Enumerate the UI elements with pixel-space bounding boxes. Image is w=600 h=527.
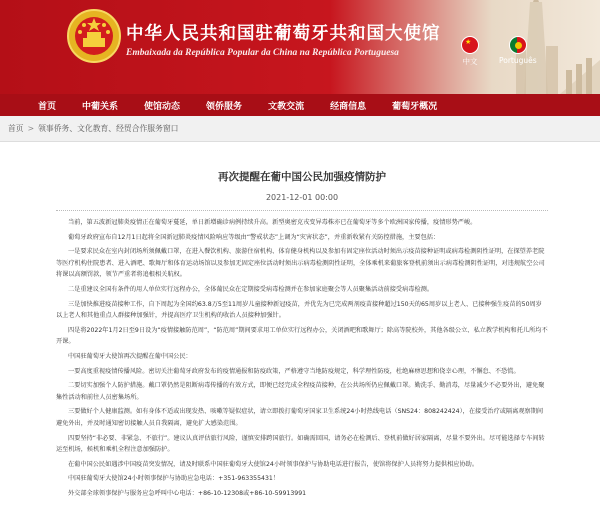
portugal-flag-icon [509, 36, 527, 54]
nav-item-culture[interactable]: 文教交流 [268, 101, 305, 112]
article-date: 2021-12-01 00:00 [265, 193, 339, 202]
nav-item-consular[interactable]: 领侨服务 [206, 101, 243, 112]
lang-switch-chinese[interactable] [461, 36, 479, 67]
main-nav [0, 94, 600, 116]
site-subtitle: Embaixada da República Popular da China na República Portuguesa [126, 48, 399, 58]
article-paragraph: 二是重建议全国有条件的用人单位实行远程办公，全体葡民众在定期接受病毒检测并在参加家庭聚会等人员聚集活动前接受病毒检测。 [68, 285, 434, 293]
article-paragraph: 当前，第五波新冠肺炎疫情正在葡萄牙蔓延，单日新增确诊病例持续升高。新型奥密克戎变异毒株亦已在葡萄牙等多个欧洲国家传播，疫情形势严峻。 [68, 219, 477, 226]
breadcrumb-section-link[interactable]: 领事侨务、文化教育、经贸合作服务窗口 [38, 124, 179, 133]
article-paragraph: 二要切实加强个人防护措施。戴口罩仍然是阻断病毒传播的有效方式，即便已经完成全程疫苗接种，在公共场所仍应佩戴口罩。勤洗手、勤消毒，尽量减少不必要外出，避免聚集性活动和前往人员密集场所。 [56, 382, 545, 401]
nav-item-embassy-news[interactable]: 使馆动态 [144, 101, 181, 112]
china-flag-icon: ★ [461, 36, 479, 54]
article-paragraph: 中国驻葡萄牙大使馆24小时领事保护与协助应急电话：+351-963355431！ [68, 475, 280, 483]
national-emblem-icon [66, 8, 122, 64]
article-paragraph: 三是加快推进疫苗接种工作，自下周起为全国约63.8万5至11周岁儿童接种新冠疫苗，并优先为已完成两剂疫苗接种超过150天的65周岁以上老人、已接种强生疫苗的50周岁以上老人和其他重点人群接种加强针，并提高医疗卫生机构的收治人员接种加强针。 [56, 300, 542, 320]
article-paragraph: 四要坚持“非必要、非紧急、不旅行”。建议认真评估旅行风险，谨慎安排跨国旅行。如确需回国，请务必在检测后、登机前做好居家隔离，尽量不要外出。尽可能选择专车间转运至机场，候机和乘机全程注意加强防护。 [56, 434, 545, 454]
site-title: 中华人民共和国驻葡萄牙共和国大使馆 [126, 24, 441, 44]
site-header [0, 0, 600, 94]
lang-switch-portuguese[interactable] [499, 36, 537, 65]
title-divider [56, 210, 548, 211]
breadcrumb-separator-icon: > [27, 124, 35, 133]
article [0, 142, 600, 527]
article-paragraph: 中国驻葡萄牙大使馆再次提醒在葡中国公民： [68, 352, 192, 360]
lang-label-chinese: 中文 [462, 57, 478, 66]
article-paragraph: 在葡中国公民如遇涉中国疫苗突发情况，请及时联系中国驻葡萄牙大使馆24小时领事保护与协助电话进行报告，使馆将保护人员将努力提供相应协助。 [68, 460, 479, 468]
nav-item-economy[interactable]: 经商信息 [330, 101, 367, 112]
article-paragraph: 三要做好个人健康监测。如有身体不适或出现发热、咳嗽等疑似症状，请立即拨打葡萄牙国家卫生系统24小时热线电话（SNS24：808242424），在接受治疗或隔离观察期间避免外出，并及时通知密切接触人员自我隔离，避免扩大感染范围。 [56, 408, 544, 427]
article-paragraph: 葡萄牙政府宣布自12月1日起将全国新冠肺炎疫情风险响应等级由“警戒状态”上调为“灾害状态”，并重新收紧有关防控措施，主要包括： [68, 233, 440, 241]
article-title: 再次提醒在葡中国公民加强疫情防护 [218, 171, 386, 183]
article-paragraph: 一是要求民众在室内封闭场所须佩戴口罩，在进入餐饮机构、旅游住宿机构、体育健身机构以及参加有固定座位活动时须出示疫苗接种证明或病毒检测阴性证明，在探望养老院等医疗机构住院患者、进入酒吧、歌舞厅和体育运动场馆以及参加无固定座位活动时须出示病毒检测阴性证明，全体乘机来葡旅客登机前须出示病毒检测阴性证明，对违规航空公司将课以高额罚款，领节严重者将追根相关航权。 [56, 248, 545, 279]
nav-item-portugal[interactable]: 葡萄牙概况 [392, 101, 438, 112]
nav-item-relations[interactable]: 中葡关系 [82, 101, 119, 112]
article-paragraph: 外交部全球领事保护与服务应急呼叫中心电话：+86-10-12308或+86-10-59913991 [68, 489, 307, 497]
article-paragraph: 一要高度重视疫情传播风险。密切关注葡萄牙政府发布的疫情通报和防疫政策，严格遵守当地防疫规定，科学理性防疫，杜绝麻痹思想和侥幸心理，不懈怠、不恐慌。 [68, 367, 520, 375]
breadcrumb [0, 116, 600, 142]
breadcrumb-home-link[interactable]: 首页 [8, 124, 24, 133]
nav-item-home[interactable]: 首页 [38, 101, 57, 112]
lang-label-portuguese: Português [499, 56, 537, 65]
article-paragraph: 四是将2022年1月2日至9日设为“疫情接触防范周”，“防范周”期间要求用工单位实行远程办公，关闭酒吧和歌舞厅；除高等院校外，其他各级公立、私立教学机构和托儿所均不开课。 [56, 326, 548, 346]
